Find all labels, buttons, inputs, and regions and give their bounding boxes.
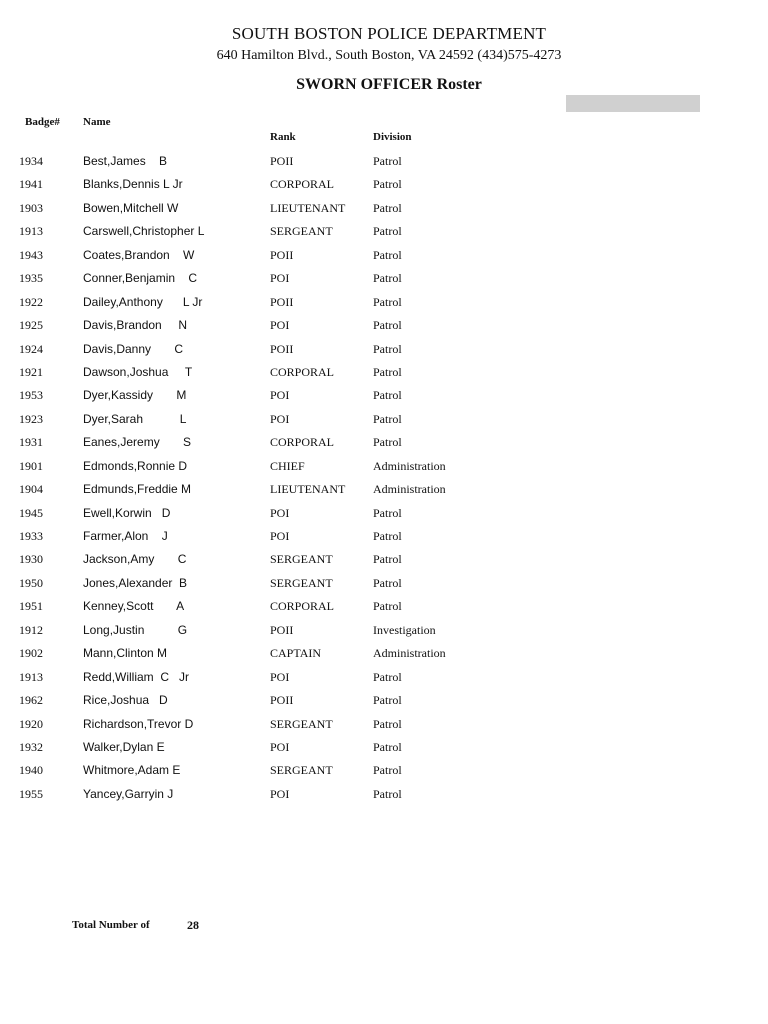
name-cell: Bowen,Mitchell W <box>83 200 179 215</box>
rank-cell: CAPTAIN <box>270 646 322 661</box>
name-cell: Conner,Benjamin C <box>83 271 198 286</box>
division-cell: Patrol <box>373 154 402 168</box>
rank-cell: POII <box>270 341 294 356</box>
redaction-bar <box>566 95 700 112</box>
rank-cell: SERGEANT <box>270 575 333 590</box>
rank-cell: POII <box>270 693 294 708</box>
table-row <box>0 783 768 806</box>
column-header-badge: Badge# <box>25 116 60 128</box>
department-address: 640 Hamilton Blvd., South Boston, VA 24592 (434)575-4273 <box>216 48 562 63</box>
division-cell: Patrol <box>373 529 402 543</box>
table-row <box>0 666 768 689</box>
name-cell: Eanes,Jeremy S <box>83 435 192 450</box>
name-cell: Best,James B <box>83 154 168 168</box>
badge-cell: 1925 <box>19 318 43 333</box>
name-cell: Kenney,Scott A <box>83 599 185 614</box>
name-cell: Davis,Danny C <box>83 341 184 356</box>
name-cell: Jones,Alexander B <box>83 575 188 590</box>
table-row <box>0 572 768 595</box>
table-row <box>0 736 768 759</box>
division-cell: Patrol <box>373 763 402 778</box>
rank-cell: LIEUTENANT <box>270 200 346 215</box>
badge-cell: 1923 <box>19 411 43 426</box>
badge-cell: 1921 <box>19 364 43 379</box>
name-cell: Dyer,Kassidy M <box>83 388 187 403</box>
badge-cell: 1924 <box>19 341 43 356</box>
badge-cell: 1935 <box>19 271 43 286</box>
name-cell: Edmonds,Ronnie D <box>83 458 188 473</box>
table-row <box>0 548 768 571</box>
rank-cell: POII <box>270 622 294 637</box>
badge-cell: 1902 <box>19 646 43 661</box>
table-row <box>0 197 768 220</box>
rank-cell: POII <box>270 247 294 262</box>
badge-cell: 1913 <box>19 669 43 684</box>
division-cell: Administration <box>373 482 446 497</box>
badge-cell: 1934 <box>19 154 43 168</box>
table-row <box>0 759 768 782</box>
name-cell: Jackson,Amy C <box>83 552 187 567</box>
table-row <box>0 455 768 478</box>
division-cell: Patrol <box>373 200 402 215</box>
rank-cell: CORPORAL <box>270 435 335 450</box>
table-row <box>0 267 768 290</box>
table-row <box>0 502 768 525</box>
rank-cell: POI <box>270 411 290 426</box>
column-header-rank: Rank <box>270 131 296 143</box>
rank-cell: SERGEANT <box>270 716 333 731</box>
table-row <box>0 173 768 196</box>
rank-cell: CORPORAL <box>270 177 335 192</box>
name-cell: Walker,Dylan E <box>83 739 165 754</box>
rank-cell: POI <box>270 318 290 333</box>
rank-cell: CORPORAL <box>270 364 335 379</box>
division-cell: Patrol <box>373 435 402 450</box>
rank-cell: POII <box>270 294 294 309</box>
badge-cell: 1912 <box>19 622 43 637</box>
name-cell: Mann,Clinton M <box>83 646 168 661</box>
rank-cell: POI <box>270 786 290 801</box>
rank-cell: POI <box>270 505 290 520</box>
name-cell: Edmunds,Freddie M <box>83 482 192 497</box>
name-cell: Whitmore,Adam E <box>83 763 181 778</box>
roster-title: SWORN OFFICER Roster <box>296 76 482 93</box>
name-cell: Davis,Brandon N <box>83 318 188 333</box>
division-cell: Patrol <box>373 224 402 239</box>
table-row <box>0 408 768 431</box>
rank-cell: POI <box>270 271 290 286</box>
name-cell: Farmer,Alon J <box>83 529 168 543</box>
division-cell: Administration <box>373 458 446 473</box>
division-cell: Administration <box>373 646 446 661</box>
division-cell: Patrol <box>373 669 402 684</box>
rank-cell: CHIEF <box>270 458 305 473</box>
badge-cell: 1922 <box>19 294 43 309</box>
table-row <box>0 525 768 548</box>
division-cell: Investigation <box>373 622 436 637</box>
name-cell: Long,Justin G <box>83 622 188 637</box>
table-row <box>0 220 768 243</box>
badge-cell: 1953 <box>19 388 43 403</box>
badge-cell: 1951 <box>19 599 43 614</box>
table-row <box>0 338 768 361</box>
name-cell: Carswell,Christopher L <box>83 224 205 239</box>
table-row <box>0 384 768 407</box>
table-row <box>0 150 768 173</box>
badge-cell: 1920 <box>19 716 43 731</box>
division-cell: Patrol <box>373 693 402 708</box>
column-header-division: Division <box>373 131 412 143</box>
table-row <box>0 713 768 736</box>
table-row <box>0 595 768 618</box>
name-cell: Redd,William C Jr <box>83 669 190 684</box>
rank-cell: CORPORAL <box>270 599 335 614</box>
badge-cell: 1962 <box>19 693 43 708</box>
division-cell: Patrol <box>373 388 402 403</box>
division-cell: Patrol <box>373 294 402 309</box>
table-row <box>0 361 768 384</box>
department-title: SOUTH BOSTON POLICE DEPARTMENT <box>231 24 547 43</box>
division-cell: Patrol <box>373 599 402 614</box>
name-cell: Dailey,Anthony L Jr <box>83 294 203 309</box>
division-cell: Patrol <box>373 575 402 590</box>
badge-cell: 1904 <box>19 482 43 497</box>
badge-cell: 1955 <box>19 786 43 801</box>
table-row <box>0 642 768 665</box>
division-cell: Patrol <box>373 247 402 262</box>
badge-cell: 1943 <box>19 247 43 262</box>
rank-cell: LIEUTENANT <box>270 482 346 497</box>
rank-cell: SERGEANT <box>270 224 333 239</box>
badge-cell: 1931 <box>19 435 43 450</box>
division-cell: Patrol <box>373 341 402 356</box>
division-cell: Patrol <box>373 716 402 731</box>
name-cell: Coates,Brandon W <box>83 247 195 262</box>
division-cell: Patrol <box>373 411 402 426</box>
total-label: Total Number of <box>72 919 150 931</box>
table-row <box>0 619 768 642</box>
rank-cell: SERGEANT <box>270 763 333 778</box>
rank-cell: POI <box>270 529 290 543</box>
officer-roster-table <box>0 150 768 806</box>
name-cell: Dawson,Joshua T <box>83 364 193 379</box>
badge-cell: 1903 <box>19 200 43 215</box>
division-cell: Patrol <box>373 177 402 192</box>
name-cell: Blanks,Dennis L Jr <box>83 177 183 192</box>
division-cell: Patrol <box>373 786 402 801</box>
total-value: 28 <box>187 918 199 932</box>
rank-cell: SERGEANT <box>270 552 333 567</box>
name-cell: Dyer,Sarah L <box>83 411 187 426</box>
badge-cell: 1940 <box>19 763 43 778</box>
badge-cell: 1950 <box>19 575 43 590</box>
table-row <box>0 314 768 337</box>
column-header-name: Name <box>83 116 111 128</box>
division-cell: Patrol <box>373 505 402 520</box>
division-cell: Patrol <box>373 271 402 286</box>
badge-cell: 1913 <box>19 224 43 239</box>
name-cell: Ewell,Korwin D <box>83 505 171 520</box>
name-cell: Richardson,Trevor D <box>83 716 194 731</box>
table-row <box>0 291 768 314</box>
table-row <box>0 689 768 712</box>
division-cell: Patrol <box>373 364 402 379</box>
table-row <box>0 478 768 501</box>
division-cell: Patrol <box>373 318 402 333</box>
badge-cell: 1945 <box>19 505 43 520</box>
badge-cell: 1941 <box>19 177 43 192</box>
division-cell: Patrol <box>373 552 402 567</box>
table-row <box>0 244 768 267</box>
badge-cell: 1933 <box>19 529 43 543</box>
badge-cell: 1901 <box>19 458 43 473</box>
badge-cell: 1930 <box>19 552 43 567</box>
badge-cell: 1932 <box>19 739 43 754</box>
rank-cell: POII <box>270 154 294 168</box>
rank-cell: POI <box>270 388 290 403</box>
table-row <box>0 431 768 454</box>
rank-cell: POI <box>270 669 290 684</box>
division-cell: Patrol <box>373 739 402 754</box>
name-cell: Rice,Joshua D <box>83 693 168 708</box>
name-cell: Yancey,Garryin J <box>83 786 174 801</box>
rank-cell: POI <box>270 739 290 754</box>
